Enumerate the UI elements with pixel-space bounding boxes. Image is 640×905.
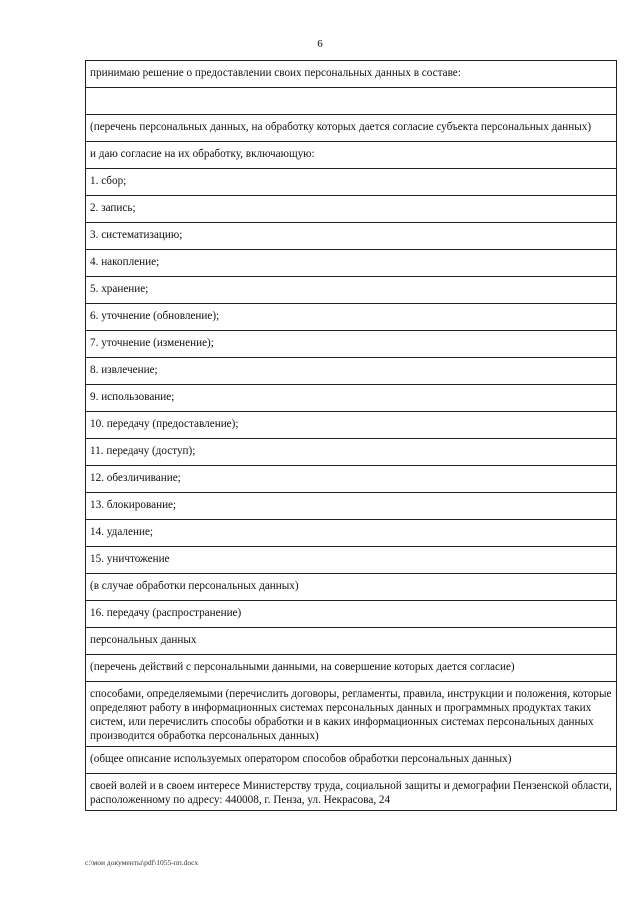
table-row xyxy=(86,331,617,358)
consent-form-table xyxy=(85,60,617,811)
table-row xyxy=(86,574,617,601)
table-row xyxy=(86,115,617,142)
table-row xyxy=(86,250,617,277)
table-row xyxy=(86,439,617,466)
list-item-destruction: 15. уничтожение xyxy=(86,547,617,574)
row-methods-hint: (общее описание используемых оператором способов обработки персональных данных) xyxy=(86,747,617,774)
list-item-collection: 1. сбор; xyxy=(86,169,617,196)
list-item-transfer-provision: 10. передачу (предоставление); xyxy=(86,412,617,439)
table-row xyxy=(86,655,617,682)
table-row xyxy=(86,169,617,196)
list-item-change: 7. уточнение (изменение); xyxy=(86,331,617,358)
blank-fill-row[interactable] xyxy=(86,88,617,115)
table-row xyxy=(86,304,617,331)
list-item-use: 9. использование; xyxy=(86,385,617,412)
table-row xyxy=(86,493,617,520)
table-row xyxy=(86,358,617,385)
list-item-transfer-distribution: 16. передачу (распространение) xyxy=(86,601,617,628)
table-row xyxy=(86,277,617,304)
row-methods-description: способами, определяемыми (перечислить договоры, регламенты, правила, инструкции и положения, которые определяют работу в информационных системах персональных данных и программных продуктах таких систем, или перечислить способы обработки и в каких информационных системах персональных данных производится обработка персональных данных) xyxy=(86,682,617,747)
list-item-systematization: 3. систематизацию; xyxy=(86,223,617,250)
row-consent-intro: и даю согласие на их обработку, включающую: xyxy=(86,142,617,169)
row-data-list-hint: (перечень персональных данных, на обработку которых дается согласие субъекта персональных данных) xyxy=(86,115,617,142)
table-row xyxy=(86,774,617,811)
table-row xyxy=(86,223,617,250)
table-row xyxy=(86,547,617,574)
table-row xyxy=(86,520,617,547)
table-row xyxy=(86,142,617,169)
list-item-update: 6. уточнение (обновление); xyxy=(86,304,617,331)
row-decision-intro: принимаю решение о предоставлении своих персональных данных в составе: xyxy=(86,61,617,88)
list-item-extraction: 8. извлечение; xyxy=(86,358,617,385)
list-item-accumulation: 4. накопление; xyxy=(86,250,617,277)
list-item-blocking: 13. блокирование; xyxy=(86,493,617,520)
row-personal-data-label: персональных данных xyxy=(86,628,617,655)
list-item-storage: 5. хранение; xyxy=(86,277,617,304)
row-ministry-address: своей волей и в своем интересе Министерству труда, социальной защиты и демографии Пензенской области, расположенному по адресу: 440008, г. Пенза, ул. Некрасова, 24 xyxy=(86,774,617,811)
table-row xyxy=(86,61,617,88)
table-row xyxy=(86,88,617,115)
footer-file-path: c:\мои документы\pdf\1055-пп.docx xyxy=(85,858,199,867)
page-number: 6 xyxy=(317,38,323,50)
table-row xyxy=(86,385,617,412)
table-row xyxy=(86,412,617,439)
table-row xyxy=(86,466,617,493)
list-item-deletion: 14. удаление; xyxy=(86,520,617,547)
list-item-transfer-access: 11. передачу (доступ); xyxy=(86,439,617,466)
table-row xyxy=(86,682,617,747)
table-row xyxy=(86,601,617,628)
row-actions-list-hint: (перечень действий с персональными данными, на совершение которых дается согласие) xyxy=(86,655,617,682)
table-row xyxy=(86,196,617,223)
list-item-recording: 2. запись; xyxy=(86,196,617,223)
list-item-depersonalization: 12. обезличивание; xyxy=(86,466,617,493)
table-row xyxy=(86,628,617,655)
row-processing-note: (в случае обработки персональных данных) xyxy=(86,574,617,601)
table-row xyxy=(86,747,617,774)
